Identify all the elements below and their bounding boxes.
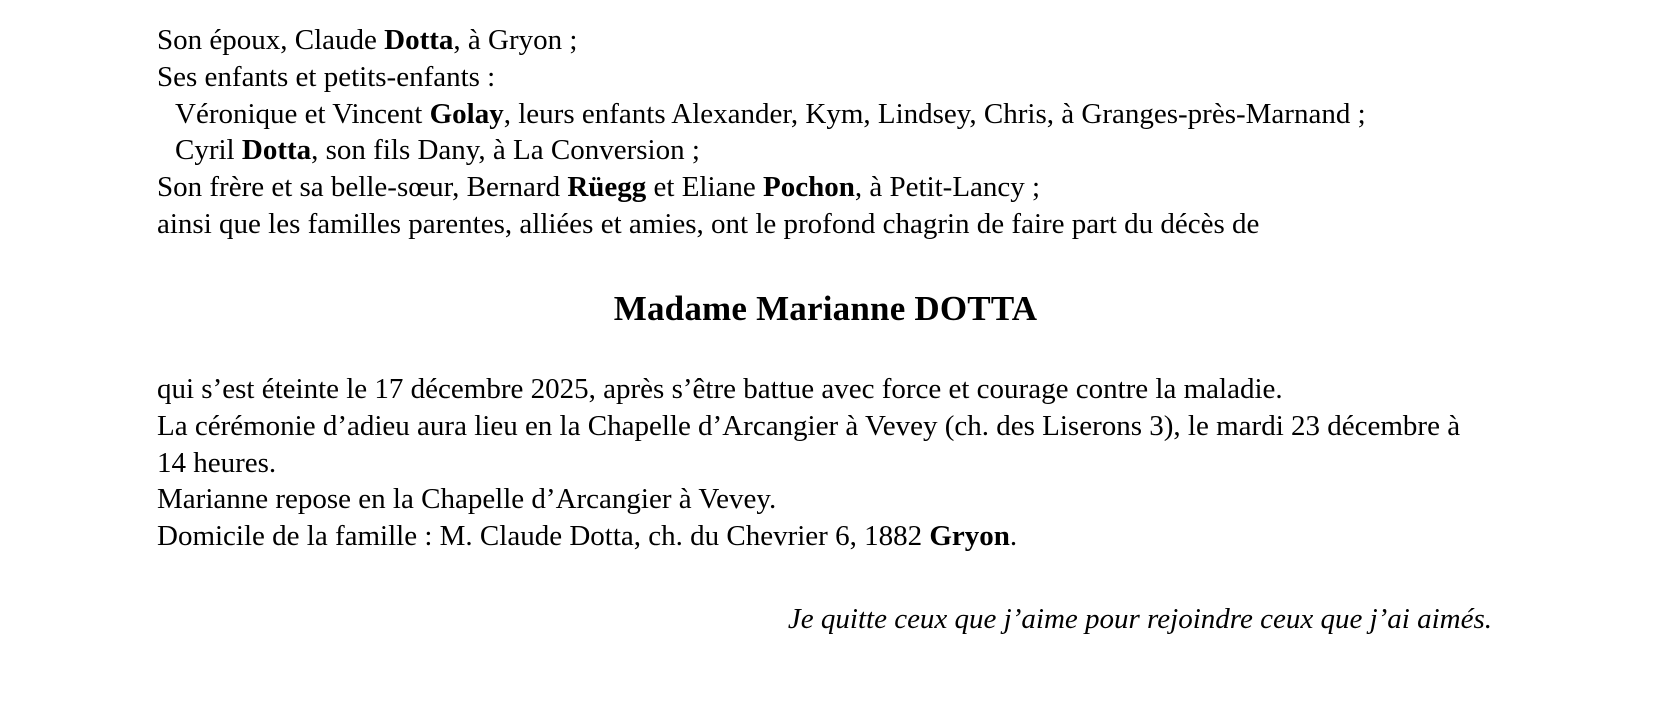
child2-surname: Dotta [241,134,312,167]
sibling-prefix: Son frère et sa belle-sœur, Bernard [157,171,568,204]
child2-prefix: Cyril [175,134,242,167]
repose-line: Marianne repose en la Chapelle d’Arcangier à Vevey. [157,483,777,516]
domicile-town: Gryon [929,520,1010,553]
domicile-line [157,518,1494,555]
sibling-middle: et Eliane [646,171,764,204]
child1-prefix: Véronique et Vincent [175,97,430,130]
child1-surname: Golay [429,97,504,130]
survivors-block [157,22,1494,243]
sibling-line [157,169,1494,206]
ceremony-line: La cérémonie d’adieu aura lieu en la Chapelle d’Arcangier à Vevey (ch. des Liserons 3), le mardi 23 décembre à 14 heures. [157,409,1461,479]
sibling-surname-2: Pochon [763,171,855,204]
children-header: Ses enfants et petits-enfants : [157,60,496,93]
spouse-surname: Dotta [384,24,454,56]
death-date-line: qui s’est éteinte le 17 décembre 2025, après s’être battue avec force et courage contre la maladie. [157,372,1283,405]
epitaph: Je quitte ceux que j’aime pour rejoindre ceux que j’ai aimés. [787,603,1492,636]
domicile-prefix: Domicile de la famille : M. Claude Dotta, ch. du Chevrier 6, 1882 [157,520,930,553]
families-line: ainsi que les familles parentes, alliées et amies, ont le profond chagrin de faire part du décès de [157,208,1260,241]
spouse-line [157,22,1494,59]
child-line-2 [157,132,1494,169]
sibling-surname-1: Rüegg [567,171,647,204]
child2-suffix: , son fils Dany, à La Conversion ; [311,134,700,167]
child1-suffix: , leurs enfants Alexander, Kym, Lindsey, Chris, à Granges-près-Marnand ; [503,97,1366,130]
child-line-1 [157,96,1494,133]
sibling-suffix: , à Petit-Lancy ; [854,171,1041,204]
spouse-line-suffix: , à Gryon ; [453,24,578,56]
deceased-name: Madame Marianne DOTTA [613,288,1038,328]
domicile-suffix: . [1009,520,1018,553]
details-block [157,371,1494,555]
spouse-line-prefix: Son époux, Claude [157,24,385,56]
